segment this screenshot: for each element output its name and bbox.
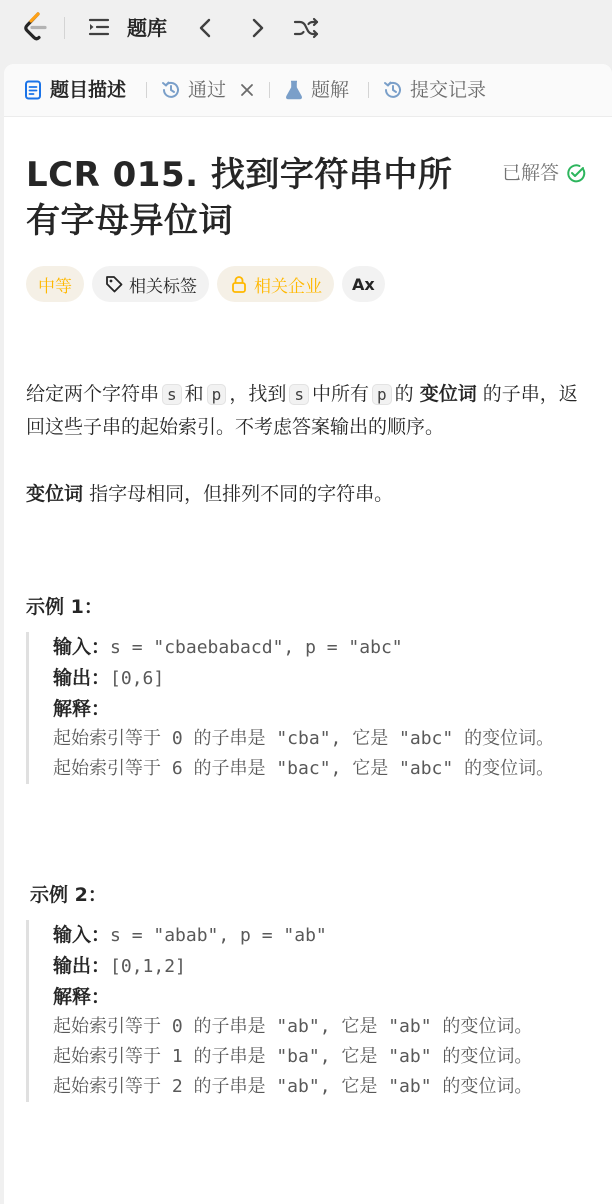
tab-solutions[interactable] xyxy=(283,76,349,104)
solved-status xyxy=(502,160,587,186)
translate-button[interactable] xyxy=(342,266,385,302)
inline-code: s xyxy=(162,384,182,405)
flask-icon xyxy=(283,79,305,101)
desc-text: 给定两个字符串 xyxy=(26,383,160,405)
desc-text: 的 xyxy=(394,383,414,405)
close-icon[interactable] xyxy=(238,81,256,99)
example-1-heading: 示例 1： xyxy=(26,596,103,618)
example-output xyxy=(53,663,588,694)
document-icon xyxy=(22,79,44,101)
history-icon xyxy=(382,79,404,101)
tab-description[interactable] xyxy=(22,76,126,104)
bold-term: 变位词 xyxy=(26,483,84,505)
example-2-heading: 示例 2： xyxy=(30,884,107,906)
divider xyxy=(269,82,270,98)
tab-bar xyxy=(4,64,612,117)
problem-list-icon[interactable] xyxy=(86,14,112,40)
leetcode-logo[interactable] xyxy=(18,10,52,44)
explanation-line: 起始索引等于 0 的子串是 "cba", 它是 "abc" 的变位词。 xyxy=(53,728,555,749)
inline-code: p xyxy=(207,384,227,405)
example-explanation xyxy=(53,982,588,1012)
output-value: [0,6] xyxy=(110,668,165,689)
explain-label: 解释： xyxy=(53,986,111,1008)
divider xyxy=(64,17,65,39)
output-label: 输出： xyxy=(53,667,111,689)
inline-code: s xyxy=(289,384,309,405)
desc-text: ，找到 xyxy=(229,383,287,405)
bold-term: 变位词 xyxy=(419,383,477,405)
lock-icon xyxy=(229,274,249,294)
shuffle-icon[interactable] xyxy=(292,14,320,42)
explain-label: 解释： xyxy=(53,698,111,720)
tab-label: 题目描述 xyxy=(50,79,127,101)
difficulty-badge xyxy=(26,266,84,302)
example-explanation xyxy=(53,694,588,724)
description-paragraph-1 xyxy=(26,378,586,443)
explanation-line: 起始索引等于 0 的子串是 "ab", 它是 "ab" 的变位词。 xyxy=(53,1016,533,1037)
related-companies-label: 相关企业 xyxy=(254,276,322,297)
explanation-line: 起始索引等于 2 的子串是 "ab", 它是 "ab" 的变位词。 xyxy=(53,1076,533,1097)
divider xyxy=(368,82,369,98)
tab-submissions[interactable] xyxy=(382,76,486,104)
input-label: 输入： xyxy=(53,636,111,658)
example-input xyxy=(53,632,588,663)
chevron-right-icon[interactable] xyxy=(243,14,271,42)
inline-code: p xyxy=(372,384,392,405)
chevron-left-icon[interactable] xyxy=(192,14,220,42)
check-circle-icon xyxy=(565,162,587,184)
example-2-block xyxy=(26,920,588,1102)
example-1-block xyxy=(26,632,588,784)
top-nav xyxy=(0,0,612,56)
related-companies-button[interactable] xyxy=(217,266,334,302)
problem-panel xyxy=(4,64,612,1204)
desc-text: 中所有 xyxy=(311,383,369,405)
difficulty-label: 中等 xyxy=(38,276,72,297)
related-tags-button[interactable] xyxy=(92,266,209,302)
problem-title: LCR 015. 找到字符串中所有字母异位词 xyxy=(26,155,453,241)
tab-label: 提交记录 xyxy=(410,79,487,101)
desc-text: 和 xyxy=(184,383,204,405)
description-paragraph-2 xyxy=(26,478,586,510)
problem-bank-link[interactable]: 题库 xyxy=(127,16,167,40)
solved-label: 已解答 xyxy=(502,162,560,184)
explanation-line: 起始索引等于 1 的子串是 "ba", 它是 "ab" 的变位词。 xyxy=(53,1046,533,1067)
example-input xyxy=(53,920,588,951)
tab-label: 题解 xyxy=(311,79,350,101)
desc-text: 指字母相同，但排列不同的字符串。 xyxy=(89,483,394,505)
related-tags-label: 相关标签 xyxy=(129,276,197,297)
tag-row xyxy=(26,266,385,302)
input-value: s = "cbaebabacd", p = "abc" xyxy=(110,637,403,658)
output-value: [0,1,2] xyxy=(110,956,186,977)
desc-text: 的子串，返回这些子串的起始索引。不考虑答案输出的顺序。 xyxy=(26,383,578,438)
divider xyxy=(146,82,147,98)
translate-icon: Ax xyxy=(352,274,375,294)
input-label: 输入： xyxy=(53,924,111,946)
input-value: s = "abab", p = "ab" xyxy=(110,925,327,946)
tab-label: 通过 xyxy=(188,79,227,101)
example-output xyxy=(53,951,588,982)
output-label: 输出： xyxy=(53,955,111,977)
tab-accepted[interactable] xyxy=(160,76,256,104)
tag-icon xyxy=(104,274,124,294)
history-icon xyxy=(160,79,182,101)
explanation-line: 起始索引等于 6 的子串是 "bac", 它是 "abc" 的变位词。 xyxy=(53,758,555,779)
